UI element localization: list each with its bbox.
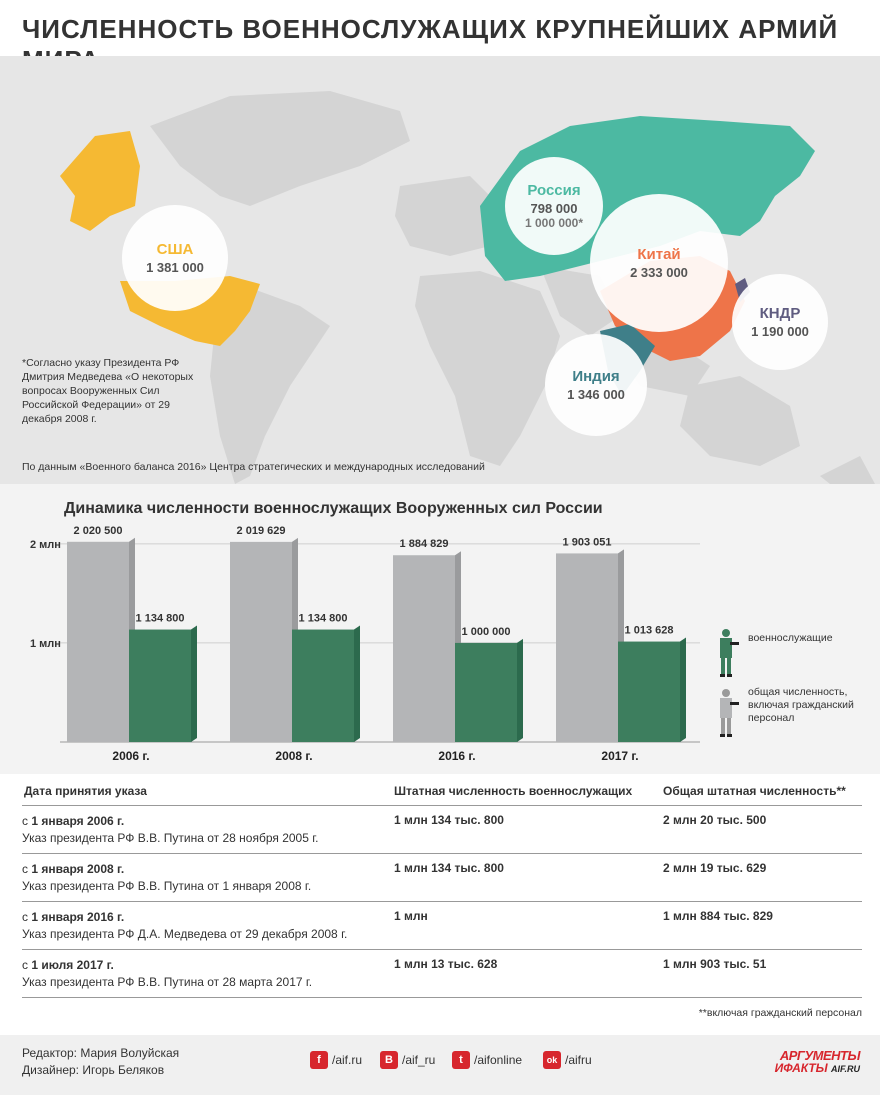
russia-value: 798 000 [530,201,578,216]
decree-footnote: *Согласно указу Президента РФ Дмитрия Медведева «О некоторых вопросах Вооруженных Сил Российской Федерации» от 29 декабря 2008 г. [22,357,194,425]
table-row [22,854,862,902]
world-map [0,56,880,484]
alaska-shape [60,131,140,231]
aif-logo[interactable] [768,1049,860,1076]
col-date-header: Дата принятия указа [24,784,147,798]
china-label: Китай [637,246,681,263]
russia-value-decree: 1 000 000* [524,216,584,230]
col-military-header: Штатная численность военнослужащих [394,784,633,798]
x-category-label: 2006 г. [112,749,150,763]
total-cell: 1 млн 884 тыс. 829 [663,909,773,923]
bar-value-label: 1 903 051 [562,536,612,549]
table-row [22,902,862,950]
title-bar [0,0,880,56]
usa-value: 1 381 000 [146,260,204,275]
total-cell: 2 млн 19 тыс. 629 [663,861,767,875]
bar-side-military [680,638,686,742]
facebook-label: /aif.ru [332,1053,363,1067]
bar-total [556,553,618,742]
facebook-icon: f [310,1051,328,1069]
x-category-label: 2008 г. [275,749,313,763]
north-korea-label: КНДР [759,305,801,322]
bar-military [455,643,517,742]
military-cell: 1 млн 134 тыс. 800 [394,861,504,875]
total-cell: 2 млн 20 тыс. 500 [663,813,767,827]
usa-bubble [122,205,228,311]
facebook-link[interactable] [310,1051,362,1069]
nz-shape [820,456,875,484]
bar-total [67,542,129,742]
legend-total: общая численность, включая гражданский персонал [748,686,854,724]
decree-cell: с 1 января 2006 г. Указ президента РФ В.В. Путина от 28 ноября 2005 г. [22,814,319,845]
editor-credit: Редактор: Мария Волуйская [22,1046,180,1060]
india-value: 1 346 000 [567,387,625,402]
bar-military [618,642,680,742]
table-row [22,950,862,998]
data-source-note: По данным «Военного баланса 2016» Центра стратегических и международных исследований [22,461,485,473]
credits [22,1045,179,1079]
bar-value-label: 1 013 628 [624,624,674,637]
bar-value-label: 1 884 829 [399,538,449,551]
bar-value-label: 2 019 629 [236,524,286,537]
china-bubble [590,194,728,332]
soldier-grey-icon [716,688,740,740]
arctic-landmass [150,91,410,206]
bar-value-label: 2 020 500 [73,524,123,537]
bar-side-military [354,626,360,742]
north-korea-bubble [732,274,828,370]
col-total-header: Общая штатная численность** [663,784,846,798]
x-category-label: 2016 г. [438,749,476,763]
military-cell: 1 млн 134 тыс. 800 [394,813,504,827]
bar-total [393,555,455,742]
bar-military [292,630,354,742]
logo-line-1: АРГУМЕНТЫ [779,1048,860,1063]
table-row [22,806,862,854]
twitter-link[interactable] [452,1051,522,1069]
africa-shape [415,271,560,466]
x-category-label: 2017 г. [601,749,639,763]
military-cell: 1 млн [394,909,428,923]
logo-domain: AIF.RU [831,1064,860,1074]
bar-total [230,542,292,742]
north-korea-value: 1 190 000 [751,324,809,339]
decree-cell: с 1 января 2008 г. Указ президента РФ В.В. Путина от 1 января 2008 г. [22,862,312,893]
logo-line-2: ИФАКТЫ AIF.RU [774,1061,860,1075]
usa-label: США [156,241,194,258]
chart-title: Динамика численности военнослужащих Вооруженных сил России [64,500,603,517]
designer-credit: Дизайнер: Игорь Беляков [22,1063,165,1077]
decree-cell: с 1 июля 2017 г. Указ президента РФ В.В. Путина от 28 марта 2017 г. [22,958,313,989]
odnoklassniki-label: /aifru [565,1053,592,1067]
twitter-icon: t [452,1051,470,1069]
odnoklassniki-icon: ok [543,1051,561,1069]
china-value: 2 333 000 [630,265,688,280]
twitter-label: /aifonline [474,1053,523,1067]
military-cell: 1 млн 13 тыс. 628 [394,957,498,971]
bar-military [129,630,191,742]
chart-section [0,484,880,774]
bar-value-label: 1 000 000 [461,625,511,638]
decree-cell: с 1 января 2016 г. Указ президента РФ Д.А. Медведева от 29 декабря 2008 г. [22,910,348,941]
odnoklassniki-link[interactable] [543,1051,592,1069]
india-bubble [545,334,647,436]
vk-label: /aif_ru [402,1053,436,1067]
table-footnote: **включая гражданский персонал [698,1007,862,1019]
page-title: ЧИСЛЕННОСТЬ ВОЕННОСЛУЖАЩИХ КРУПНЕЙШИХ АРМИЙ [22,14,839,44]
total-cell: 1 млн 903 тыс. 51 [663,957,767,971]
oceania-shape [680,376,800,466]
table-header [22,778,862,806]
footer [0,1035,880,1095]
bar-value-label: 1 134 800 [135,612,185,625]
bar-side-military [191,626,197,742]
y-tick-label: 2 млн [30,538,61,551]
russia-label: Россия [527,182,581,199]
bar-side-military [517,639,523,742]
vk-icon: B [380,1051,398,1069]
india-label: Индия [572,368,620,385]
soldier-green-icon [716,628,740,680]
legend-military: военнослужащие [748,632,833,644]
russia-bubble [505,157,603,255]
y-tick-label: 1 млн [30,637,61,650]
vk-link[interactable] [380,1051,435,1069]
bar-value-label: 1 134 800 [298,612,348,625]
bar-chart [0,484,880,774]
